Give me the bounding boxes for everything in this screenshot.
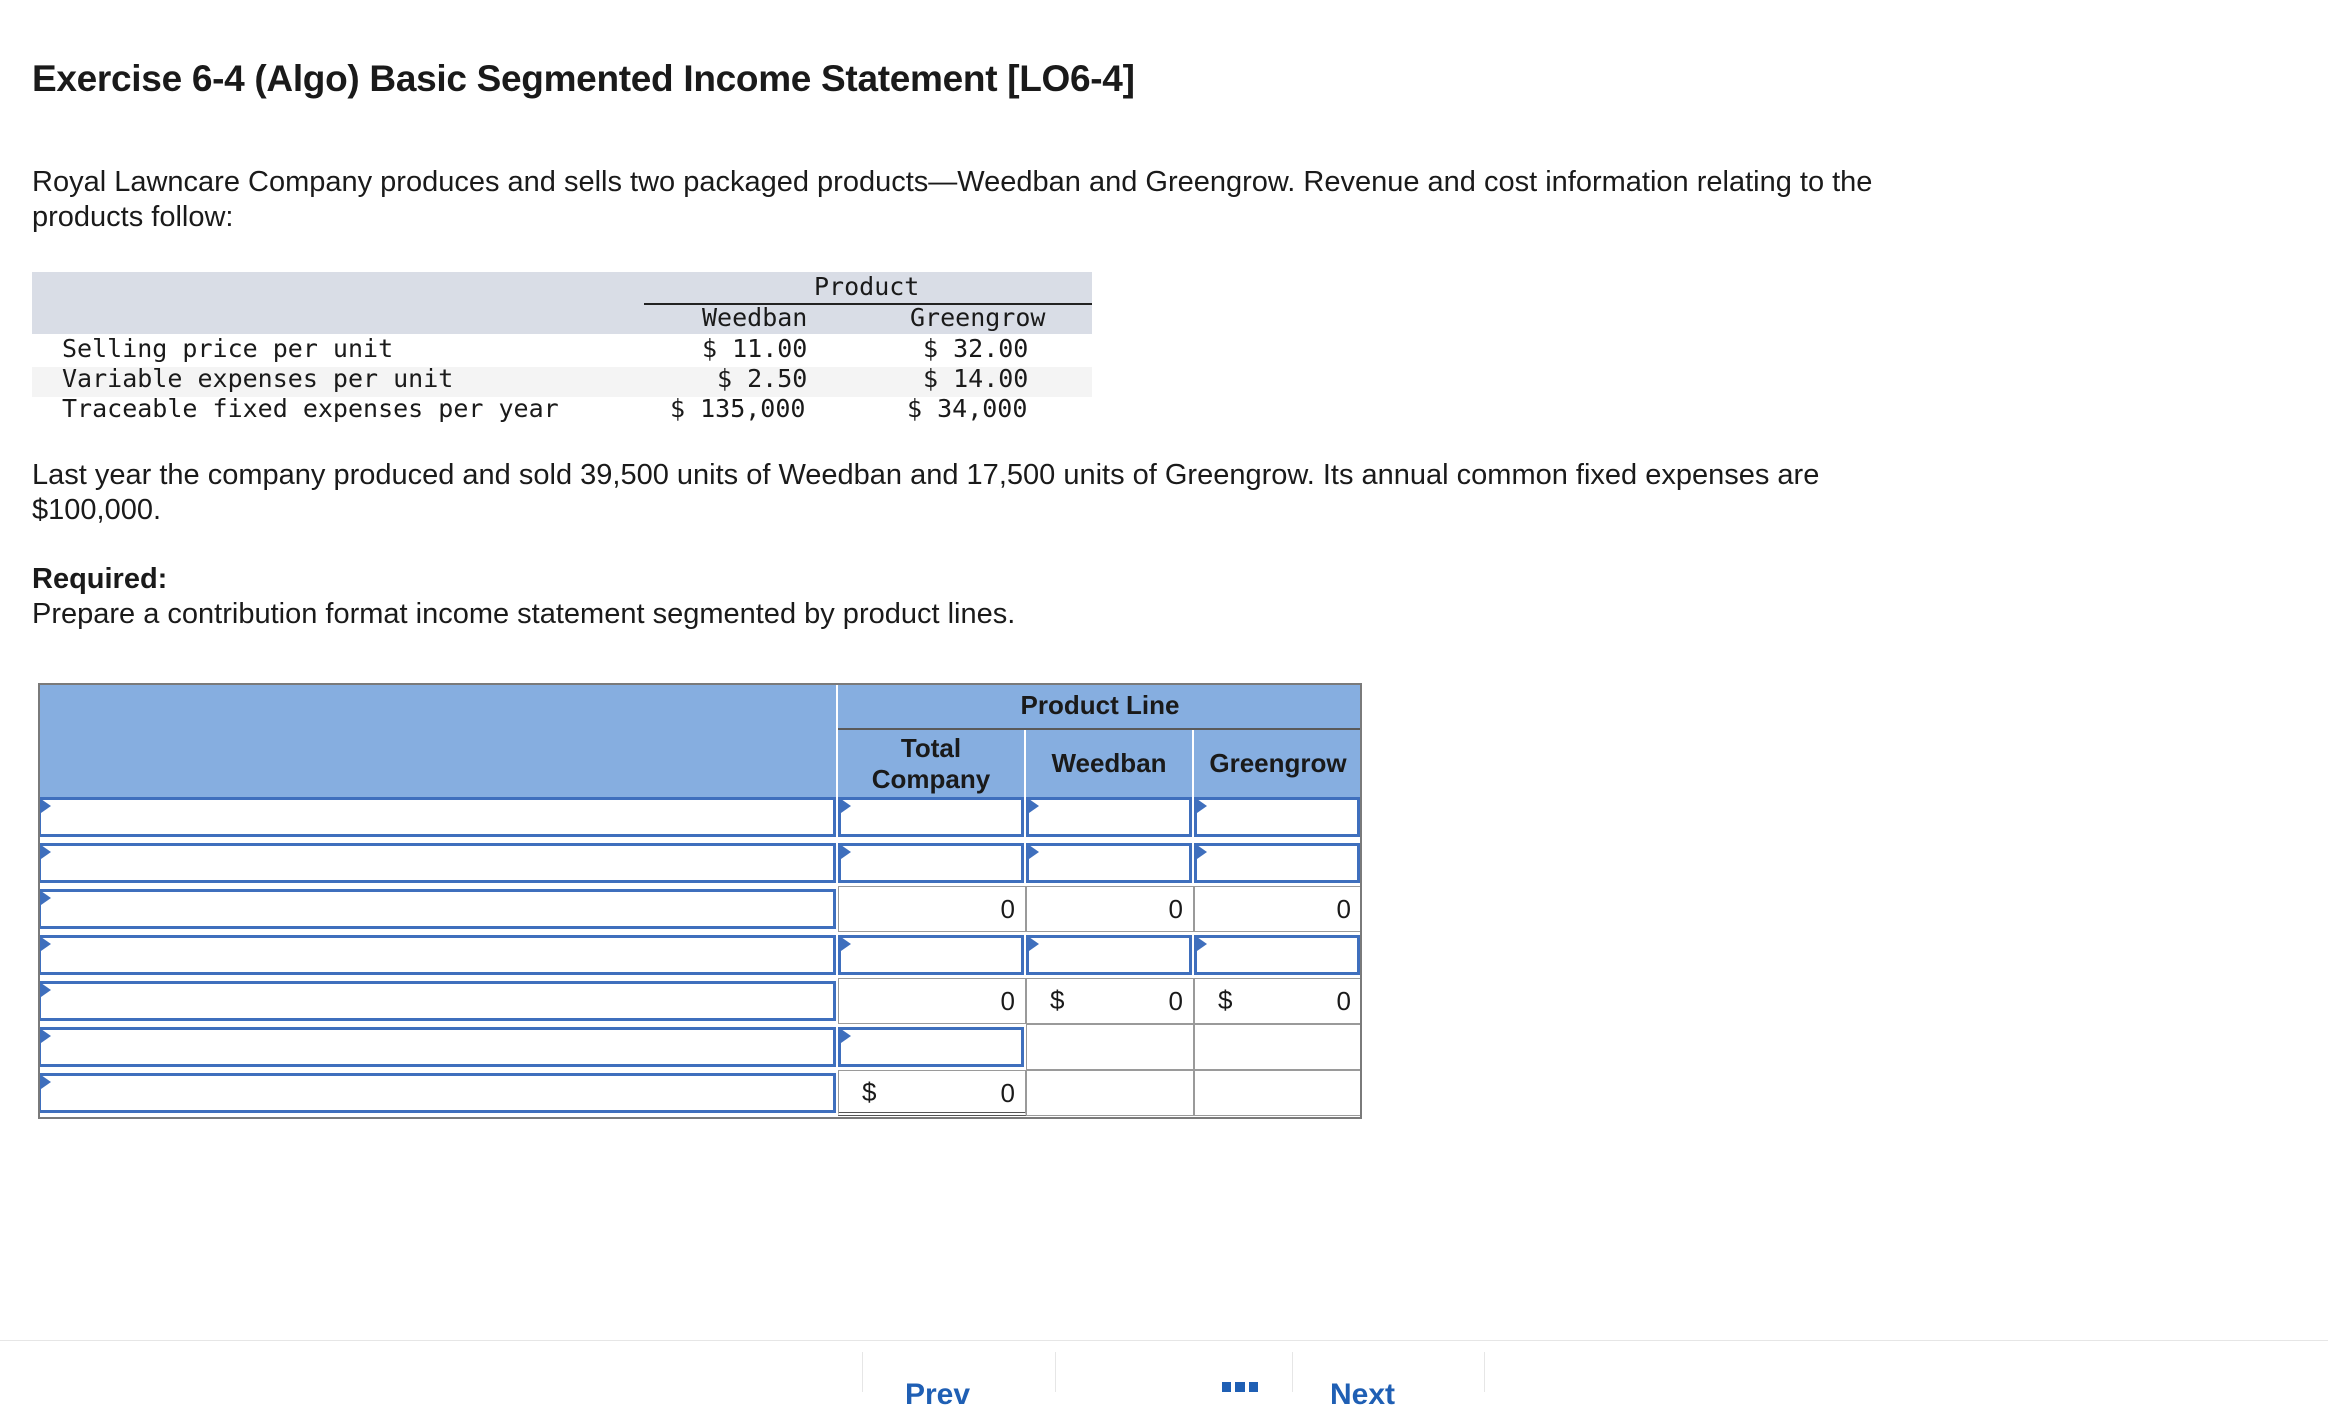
- row-label: Traceable fixed expenses per year: [62, 394, 559, 423]
- row3-greengrow-value: 0: [1194, 886, 1362, 932]
- row-value-greengrow: $ 14.00: [923, 364, 1029, 393]
- row3-label-input[interactable]: [38, 889, 836, 929]
- given-data-table: [32, 272, 1092, 427]
- row7-total-value: 0: [838, 1070, 1026, 1116]
- row3-total-value: 0: [838, 886, 1026, 932]
- dollar-sign: $: [1218, 985, 1233, 1015]
- dollar-sign: $: [862, 1077, 877, 1107]
- row3-weedban-value: 0: [1026, 886, 1194, 932]
- production-paragraph: Last year the company produced and sold 39,500 units of Weedban and 17,500 units of Greengrow. Its annual common fixed expenses are $100,000.: [32, 459, 1820, 526]
- row7-greengrow-empty: [1194, 1070, 1362, 1116]
- row6-label-input[interactable]: [38, 1027, 836, 1067]
- row-value-greengrow: $ 32.00: [923, 334, 1029, 363]
- intro-paragraph: Royal Lawncare Company produces and sells two packaged products—Weedban and Greengrow. Revenue and cost information relating to the products follow:: [32, 166, 1873, 233]
- row6-weedban-empty: [1026, 1024, 1194, 1070]
- prev-button[interactable]: Prev: [905, 1378, 971, 1411]
- label-column-header: [38, 683, 836, 797]
- row5-total-value: 0: [838, 978, 1026, 1024]
- row-label: Selling price per unit: [62, 334, 394, 363]
- row4-label-input[interactable]: [38, 935, 836, 975]
- row1-weedban-input[interactable]: [1026, 797, 1192, 837]
- row-label: Variable expenses per unit: [62, 364, 454, 393]
- row4-total-input[interactable]: [838, 935, 1024, 975]
- col-weedban-header: Weedban: [702, 303, 808, 332]
- grid-view-icon[interactable]: [1222, 1382, 1258, 1392]
- row5-greengrow-value: 0: [1194, 978, 1362, 1024]
- row5-label-input[interactable]: [38, 981, 836, 1021]
- row2-greengrow-input[interactable]: [1194, 843, 1360, 883]
- row4-greengrow-input[interactable]: [1194, 935, 1360, 975]
- row2-label-input[interactable]: [38, 843, 836, 883]
- row6-greengrow-empty: [1194, 1024, 1362, 1070]
- row-value-weedban: $ 2.50: [717, 364, 808, 393]
- row2-weedban-input[interactable]: [1026, 843, 1192, 883]
- row2-total-input[interactable]: [838, 843, 1024, 883]
- col-greengrow-header: Greengrow: [910, 303, 1046, 332]
- row4-weedban-input[interactable]: [1026, 935, 1192, 975]
- row1-total-input[interactable]: [838, 797, 1024, 837]
- row7-label-input[interactable]: [38, 1073, 836, 1113]
- required-heading: Required:: [32, 563, 168, 595]
- row7-weedban-empty: [1026, 1070, 1194, 1116]
- row-value-greengrow: $ 34,000: [907, 394, 1028, 423]
- row-value-weedban: $ 11.00: [702, 334, 808, 363]
- row5-weedban-value: 0: [1026, 978, 1194, 1024]
- row-value-weedban: $ 135,000: [670, 394, 806, 423]
- product-line-label: Product Line: [1020, 690, 1180, 720]
- income-statement-grid: [38, 683, 1362, 1119]
- page-title: Exercise 6-4 (Algo) Basic Segmented Income Statement [LO6-4]: [32, 58, 1135, 99]
- row1-greengrow-input[interactable]: [1194, 797, 1360, 837]
- weedban-label: Weedban: [1051, 748, 1167, 778]
- row6-total-input[interactable]: [838, 1027, 1024, 1067]
- dollar-sign: $: [1050, 985, 1065, 1015]
- footer-divider: [0, 1340, 2328, 1341]
- product-group-header: Product: [814, 272, 920, 301]
- row1-label-input[interactable]: [38, 797, 836, 837]
- next-button[interactable]: Next: [1330, 1378, 1396, 1411]
- required-text: Prepare a contribution format income statement segmented by product lines.: [32, 598, 1016, 630]
- total-company-label: Total Company: [871, 733, 991, 794]
- greengrow-label: Greengrow: [1209, 748, 1347, 778]
